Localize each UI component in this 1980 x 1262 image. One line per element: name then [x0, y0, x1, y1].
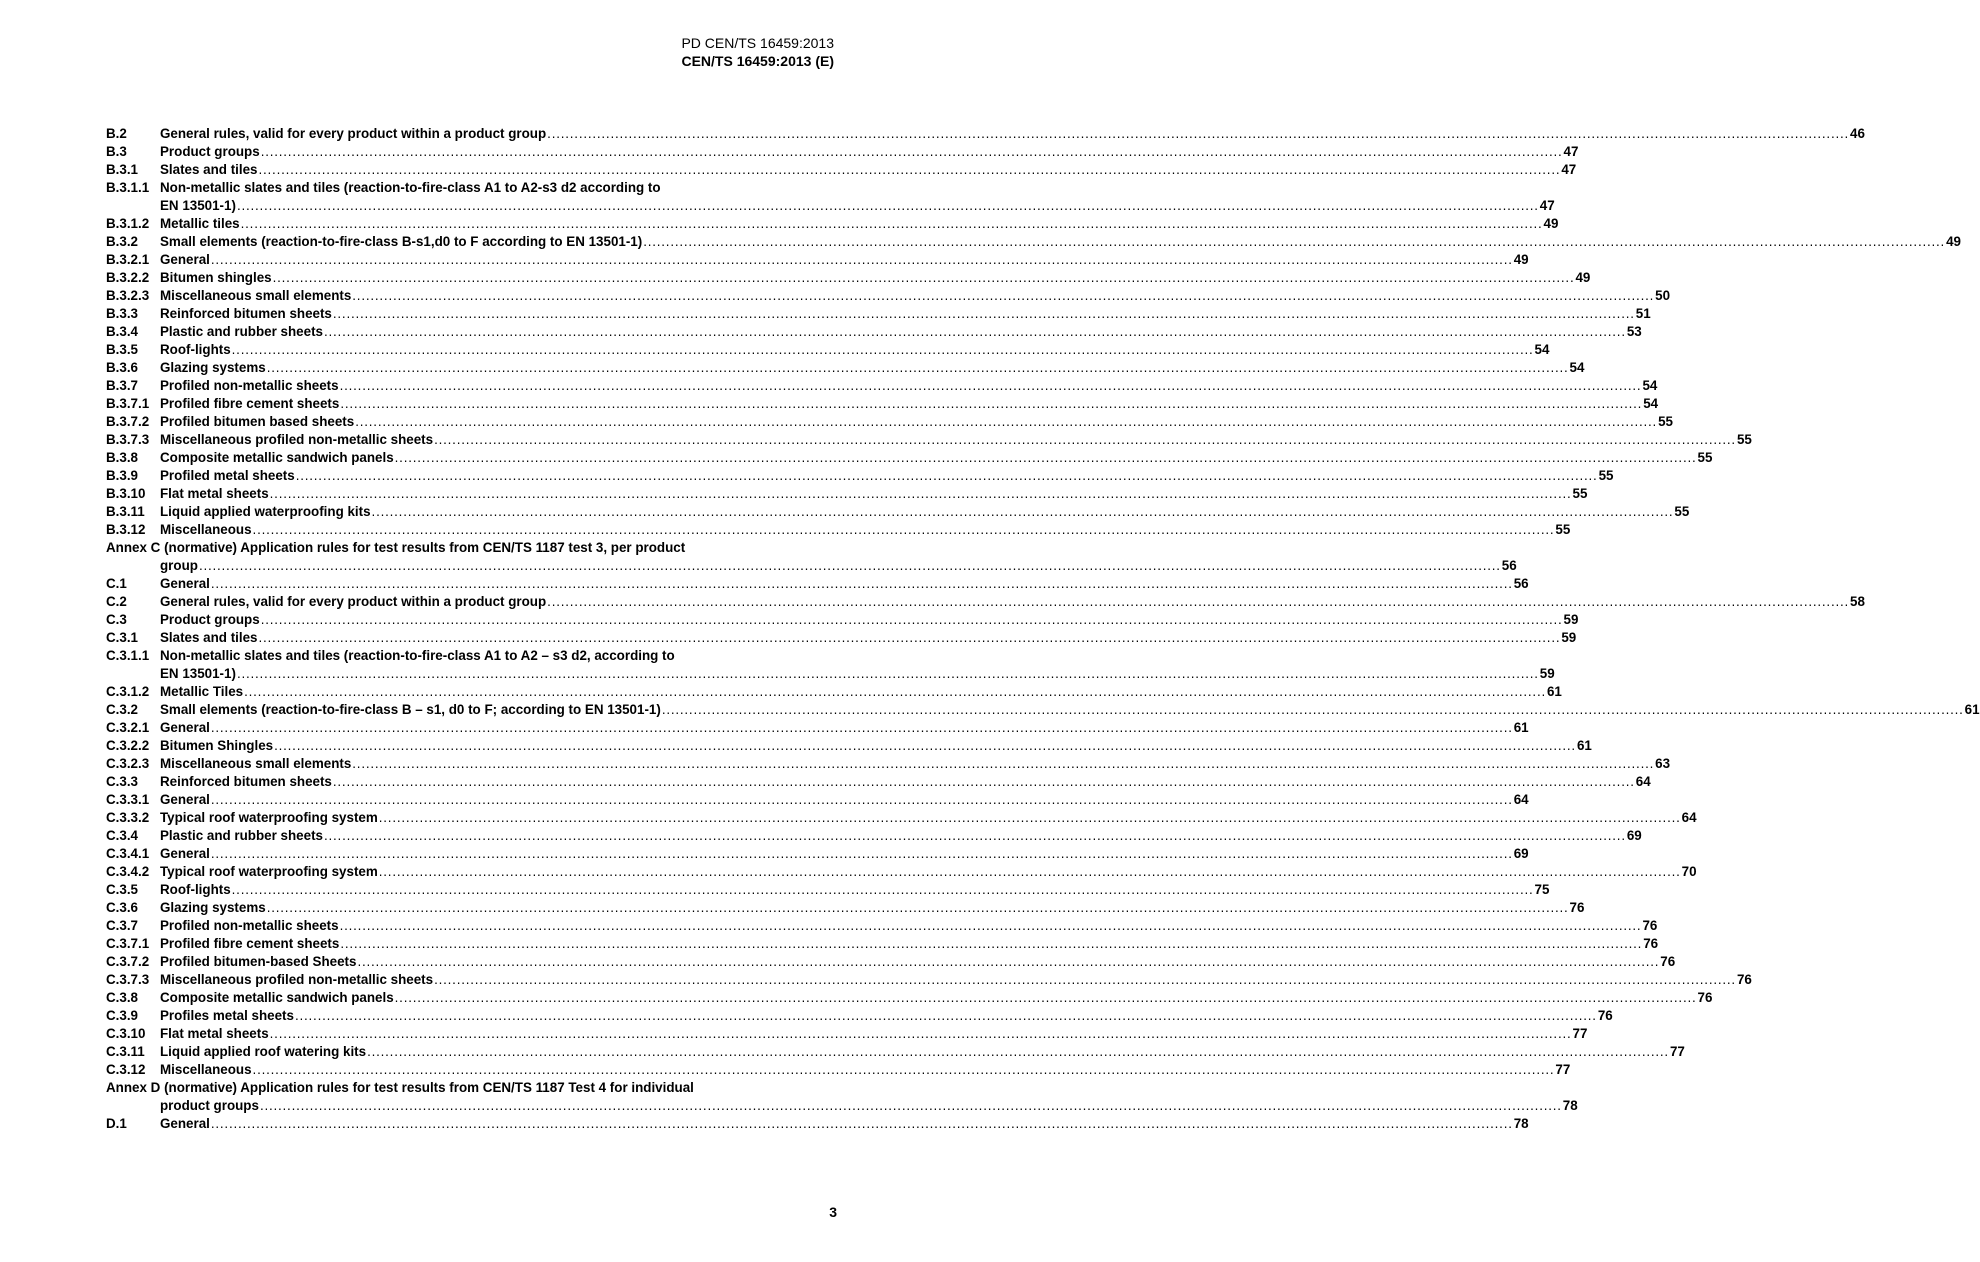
toc-entry-title: Small elements (reaction-to-fire-class B-s1,d0 to F according to EN 13501-1) [160, 234, 643, 249]
toc-entry-title: group [160, 558, 198, 573]
toc-entry-title: Typical roof waterproofing system [160, 810, 378, 825]
toc-entry-number: B.3.3 [106, 306, 139, 321]
toc-entry-page: 78 [1513, 1116, 1529, 1131]
toc-dot-leader [260, 1097, 1562, 1115]
toc-entry-title: General [160, 576, 210, 591]
toc-entry-number: B.3.10 [106, 486, 146, 501]
toc-dot-leader [296, 467, 1598, 485]
toc-entry [106, 161, 1577, 179]
toc-entry-page: 61 [1546, 684, 1562, 699]
toc-entry-page: 49 [1575, 270, 1591, 285]
toc-entry [106, 593, 1865, 611]
toc-dot-leader [232, 881, 1534, 899]
toc-entry [106, 1025, 1588, 1043]
toc-entry-page: 55 [1736, 432, 1752, 447]
toc-dot-leader [355, 413, 1657, 431]
toc-entry [106, 1061, 1571, 1079]
toc-entry [106, 989, 1713, 1007]
toc-entry [106, 179, 838, 197]
toc-dot-leader [340, 395, 1642, 413]
toc-entry-number: C.3.1.1 [106, 648, 150, 663]
toc-entry-number: C.3.8 [106, 990, 139, 1005]
toc-entry-page: 47 [1563, 144, 1579, 159]
toc-entry-title: Composite metallic sandwich panels [160, 450, 394, 465]
toc-dot-leader [333, 305, 1635, 323]
toc-dot-leader [643, 233, 1945, 251]
toc-entry [106, 809, 1697, 827]
toc-entry-page: 76 [1736, 972, 1752, 987]
toc-entry-title: Metallic Tiles [160, 684, 244, 699]
toc-dot-leader [340, 377, 1642, 395]
toc-entry [106, 1079, 838, 1097]
toc-entry-number: C.3.2 [106, 702, 139, 717]
toc-entry [106, 143, 1579, 161]
toc-entry-title: Profiled bitumen based sheets [160, 414, 355, 429]
toc-entry-page: 59 [1561, 630, 1577, 645]
toc-entry [106, 917, 1658, 935]
toc-dot-leader [211, 845, 1513, 863]
toc-dot-leader [274, 737, 1576, 755]
toc-entry-number: B.3.1.2 [106, 216, 150, 231]
toc-entry-title: Flat metal sheets [160, 486, 269, 501]
toc-entry-title: Profiles metal sheets [160, 1008, 294, 1023]
toc-entry-number: C.3.3.2 [106, 810, 150, 825]
toc-entry-title: Profiled non-metallic sheets [160, 378, 339, 393]
toc-entry-page: 51 [1635, 306, 1651, 321]
toc-entry-title: Slates and tiles [160, 162, 258, 177]
toc-entry [106, 701, 1980, 719]
toc-entry [106, 125, 1865, 143]
toc-entry-title: Plastic and rubber sheets [160, 828, 323, 843]
page-header [681, 34, 834, 70]
toc-entry-page: 55 [1674, 504, 1690, 519]
toc-entry-number: C.3 [106, 612, 127, 627]
toc-entry-page: 78 [1562, 1098, 1578, 1113]
toc-entry-number: B.3.1 [106, 162, 139, 177]
toc-entry-page: 64 [1635, 774, 1651, 789]
toc-entry-title: Roof-lights [160, 342, 231, 357]
toc-entry-title: Miscellaneous small elements [160, 756, 352, 771]
toc-entry-number: B.2 [106, 126, 127, 141]
toc-entry-continuation [106, 557, 1517, 575]
toc-entry-number: B.3.2 [106, 234, 139, 249]
toc-entry-title: Small elements (reaction-to-fire-class B – s1, d0 to F; according to EN 13501-1) [160, 702, 661, 717]
toc-entry-title: Typical roof waterproofing system [160, 864, 378, 879]
toc-entry-page: 49 [1946, 234, 1961, 249]
toc-dot-leader [379, 863, 1681, 881]
toc-entry-page: 49 [1513, 252, 1529, 267]
toc-dot-leader [324, 323, 1626, 341]
toc-entry-page: 53 [1626, 324, 1642, 339]
toc-entry-number: C.3.3.1 [106, 792, 150, 807]
toc-dot-leader [211, 791, 1513, 809]
toc-entry [106, 467, 1614, 485]
toc-entry-number: C.3.2.1 [106, 720, 150, 735]
toc-dot-leader [662, 701, 1964, 719]
toc-entry-page: 55 [1555, 522, 1571, 537]
standard-id: CEN/TS 16459:2013 (E) [681, 53, 834, 69]
toc-entry-title: Liquid applied waterproofing kits [160, 504, 371, 519]
toc-entry [106, 629, 1577, 647]
toc-dot-leader [324, 827, 1626, 845]
toc-entry-title: General rules, valid for every product within a product group [160, 126, 547, 141]
toc-dot-leader [211, 251, 1513, 269]
toc-entry-page: 55 [1697, 450, 1713, 465]
toc-entry-number: B.3.9 [106, 468, 139, 483]
toc-entry-number: C.3.7 [106, 918, 139, 933]
toc-entry-continuation [106, 665, 1555, 683]
toc-entry [106, 485, 1588, 503]
toc-entry-page: 58 [1850, 594, 1865, 609]
toc-entry-page: 54 [1643, 396, 1659, 411]
toc-entry-title: Bitumen Shingles [160, 738, 274, 753]
toc-entry-title: Roof-lights [160, 882, 231, 897]
toc-entry-title: Profiled fibre cement sheets [160, 936, 340, 951]
toc-entry [106, 791, 1529, 809]
toc-entry-page: 76 [1643, 936, 1659, 951]
toc-entry-title: product groups [160, 1098, 259, 1113]
toc-entry [106, 971, 1752, 989]
toc-dot-leader [244, 683, 1546, 701]
toc-dot-leader [547, 593, 1849, 611]
toc-entry-page: 76 [1697, 990, 1713, 1005]
toc-dot-leader [199, 557, 1501, 575]
toc-dot-leader [270, 1025, 1572, 1043]
toc-entry-title: Reinforced bitumen sheets [160, 306, 332, 321]
toc-entry-number: B.3.2.1 [106, 252, 150, 267]
toc-entry-number: C.3.1 [106, 630, 139, 645]
toc-entry [106, 503, 1690, 521]
toc-entry [106, 1115, 1529, 1133]
toc-entry-number: C.3.11 [106, 1044, 145, 1059]
toc-entry [106, 647, 838, 665]
toc-entry-page: 54 [1534, 342, 1550, 357]
toc-entry [106, 755, 1671, 773]
toc-entry-number: B.3.5 [106, 342, 139, 357]
toc-entry-title: Slates and tiles [160, 630, 258, 645]
toc-entry [106, 827, 1642, 845]
toc-entry-title: Product groups [160, 612, 260, 627]
toc-entry-number: B.3.7.1 [106, 396, 150, 411]
toc-entry [106, 719, 1529, 737]
toc-entry-title: Bitumen shingles [160, 270, 272, 285]
toc-dot-leader [211, 719, 1513, 737]
toc-entry-page: 61 [1964, 702, 1980, 717]
toc-entry [106, 431, 1752, 449]
toc-dot-leader [352, 287, 1654, 305]
toc-dot-leader [395, 989, 1697, 1007]
toc-dot-leader [211, 575, 1513, 593]
toc-dot-leader [295, 1007, 1597, 1025]
toc-entry [106, 521, 1571, 539]
toc-entry [106, 395, 1659, 413]
toc-entry-number: B.3 [106, 144, 127, 159]
toc-dot-leader [372, 503, 1674, 521]
toc-entry-title: Composite metallic sandwich panels [160, 990, 394, 1005]
toc-entry-number: C.3.10 [106, 1026, 146, 1041]
toc-entry [106, 413, 1673, 431]
toc-entry [106, 953, 1676, 971]
toc-entry-number: B.3.2.3 [106, 288, 150, 303]
toc-entry-page: 76 [1642, 918, 1658, 933]
toc-entry-number: B.3.7.3 [106, 432, 150, 447]
toc-entry-title: Flat metal sheets [160, 1026, 269, 1041]
toc-entry-number: B.3.7.2 [106, 414, 150, 429]
toc-entry-title: General rules, valid for every product within a product group [160, 594, 547, 609]
toc-annex-heading [106, 539, 685, 557]
toc-entry-number: C.3.2.2 [106, 738, 150, 753]
toc-entry-page: 54 [1642, 378, 1658, 393]
toc-entry [106, 269, 1591, 287]
toc-entry-title: Plastic and rubber sheets [160, 324, 323, 339]
toc-entry-title: Profiled fibre cement sheets [160, 396, 340, 411]
toc-entry-page: 70 [1681, 864, 1697, 879]
toc-entry-number: B.3.6 [106, 360, 139, 375]
toc-entry-title: Miscellaneous profiled non-metallic sheets [160, 972, 434, 987]
toc-entry-page: 47 [1539, 198, 1555, 213]
toc-entry [106, 1007, 1613, 1025]
document-id: PD CEN/TS 16459:2013 [681, 35, 834, 51]
toc-annex-label: Annex D [106, 1080, 161, 1095]
toc-dot-leader [259, 629, 1561, 647]
table-of-contents [106, 125, 1980, 1133]
toc-entry-page: 76 [1660, 954, 1676, 969]
toc-dot-leader [379, 809, 1681, 827]
toc-entry-page: 77 [1572, 1026, 1588, 1041]
toc-entry-title: Liquid applied roof watering kits [160, 1044, 367, 1059]
toc-entry-number: B.3.12 [106, 522, 146, 537]
toc-entry-page: 59 [1563, 612, 1579, 627]
page-number: 3 [829, 1204, 837, 1220]
toc-entry-page: 61 [1513, 720, 1529, 735]
toc-annex-normative: (normative) [164, 1080, 237, 1095]
toc-dot-leader [237, 197, 1539, 215]
toc-dot-leader [434, 971, 1736, 989]
toc-entry-page: 75 [1534, 882, 1550, 897]
toc-dot-leader [270, 485, 1572, 503]
toc-entry [106, 539, 838, 557]
toc-entry-page: 55 [1598, 468, 1614, 483]
toc-entry-number: C.3.9 [106, 1008, 139, 1023]
toc-entry [106, 773, 1651, 791]
toc-entry [106, 305, 1651, 323]
toc-entry-number: B.3.1.1 [106, 180, 150, 195]
toc-dot-leader [253, 1061, 1555, 1079]
toc-entry [106, 377, 1658, 395]
toc-dot-leader [367, 1043, 1669, 1061]
toc-entry-number: B.3.11 [106, 504, 145, 519]
toc-entry [106, 575, 1529, 593]
toc-entry-title: Profiled non-metallic sheets [160, 918, 339, 933]
toc-entry-page: 77 [1555, 1062, 1571, 1077]
toc-entry-page: 69 [1626, 828, 1642, 843]
toc-entry-number: C.3.3 [106, 774, 139, 789]
toc-entry-page: 55 [1658, 414, 1673, 429]
toc-annex-heading [106, 1079, 694, 1097]
toc-entry-number: C.3.7.3 [106, 972, 150, 987]
toc-dot-leader [253, 521, 1555, 539]
toc-entry-number: B.3.8 [106, 450, 139, 465]
toc-entry-title: Product groups [160, 144, 260, 159]
toc-entry-page: 76 [1569, 900, 1585, 915]
toc-entry [106, 215, 1559, 233]
toc-entry-number: C.3.7.2 [106, 954, 150, 969]
toc-entry-title: Application rules for test results from CEN/TS 1187 Test 4 for individual [240, 1080, 694, 1095]
toc-dot-leader [395, 449, 1697, 467]
toc-entry-number: C.3.4.2 [106, 864, 150, 879]
toc-entry [106, 341, 1550, 359]
toc-entry-page: 76 [1597, 1008, 1613, 1023]
toc-entry-page: 64 [1681, 810, 1697, 825]
toc-entry-number: C.3.1.2 [106, 684, 150, 699]
toc-entry-page: 77 [1669, 1044, 1685, 1059]
toc-entry-page: 63 [1655, 756, 1671, 771]
toc-dot-leader [352, 755, 1654, 773]
toc-entry-number: D.1 [106, 1116, 127, 1131]
toc-entry [106, 845, 1529, 863]
toc-dot-leader [241, 215, 1543, 233]
toc-entry-number: B.3.4 [106, 324, 139, 339]
toc-entry [106, 737, 1592, 755]
toc-entry-number: B.3.7 [106, 378, 139, 393]
toc-entry-number: C.3.5 [106, 882, 139, 897]
toc-dot-leader [237, 665, 1539, 683]
toc-entry-title: Miscellaneous [160, 522, 252, 537]
toc-entry [106, 935, 1659, 953]
toc-entry-number: B.3.2.2 [106, 270, 150, 285]
toc-entry-page: 46 [1850, 126, 1865, 141]
toc-entry [106, 251, 1529, 269]
toc-entry-page: 64 [1513, 792, 1529, 807]
toc-dot-leader [261, 143, 1563, 161]
toc-entry-title: Miscellaneous profiled non-metallic sheets [160, 432, 434, 447]
toc-entry-number: C.3.7.1 [106, 936, 150, 951]
toc-dot-leader [273, 269, 1575, 287]
toc-entry-title: Miscellaneous [160, 1062, 252, 1077]
toc-annex-label: Annex C [106, 540, 161, 555]
toc-entry-title: General [160, 1116, 210, 1131]
toc-entry-title: EN 13501-1) [160, 198, 236, 213]
toc-entry [106, 863, 1697, 881]
toc-entry-page: 56 [1501, 558, 1517, 573]
toc-entry [106, 233, 1961, 251]
toc-entry-page: 56 [1513, 576, 1529, 591]
toc-dot-leader [211, 1115, 1513, 1133]
toc-dot-leader [333, 773, 1635, 791]
toc-entry [106, 899, 1585, 917]
toc-entry-title: Reinforced bitumen sheets [160, 774, 332, 789]
toc-dot-leader [357, 953, 1659, 971]
toc-entry-title: Profiled metal sheets [160, 468, 295, 483]
toc-entry-title: Non-metallic slates and tiles (reaction-to-fire-class A1 to A2-s3 d2 according to [160, 180, 661, 195]
toc-entry [106, 359, 1585, 377]
toc-entry-title: Miscellaneous small elements [160, 288, 352, 303]
toc-entry-number: C.2 [106, 594, 127, 609]
toc-entry-number: C.1 [106, 576, 127, 591]
toc-entry-continuation [106, 197, 1555, 215]
toc-entry-title: Non-metallic slates and tiles (reaction-to-fire-class A1 to A2 – s3 d2, according to [160, 648, 675, 663]
toc-entry-title: Glazing systems [160, 360, 266, 375]
toc-entry-number: C.3.4 [106, 828, 139, 843]
toc-entry [106, 881, 1550, 899]
toc-entry-title: General [160, 720, 210, 735]
toc-entry-page: 69 [1513, 846, 1529, 861]
toc-entry-page: 59 [1539, 666, 1555, 681]
toc-annex-normative: (normative) [164, 540, 237, 555]
toc-dot-leader [267, 359, 1569, 377]
toc-entry-page: 47 [1561, 162, 1577, 177]
toc-entry-page: 54 [1569, 360, 1585, 375]
toc-entry [106, 449, 1713, 467]
toc-entry-title: EN 13501-1) [160, 666, 236, 681]
toc-entry [106, 611, 1579, 629]
toc-entry [106, 683, 1562, 701]
toc-entry-title: Application rules for test results from CEN/TS 1187 test 3, per product [240, 540, 686, 555]
toc-entry-number: C.3.6 [106, 900, 139, 915]
toc-entry-number: C.3.12 [106, 1062, 146, 1077]
toc-entry [106, 323, 1642, 341]
toc-entry-title: General [160, 846, 210, 861]
toc-entry-title: Glazing systems [160, 900, 266, 915]
toc-dot-leader [340, 917, 1642, 935]
toc-entry [106, 287, 1671, 305]
toc-dot-leader [267, 899, 1569, 917]
toc-dot-leader [547, 125, 1849, 143]
toc-entry-page: 49 [1543, 216, 1559, 231]
toc-dot-leader [340, 935, 1642, 953]
toc-entry-title: Metallic tiles [160, 216, 240, 231]
toc-entry-page: 50 [1655, 288, 1671, 303]
toc-entry-continuation [106, 1097, 1578, 1115]
toc-dot-leader [232, 341, 1534, 359]
toc-entry-title: General [160, 252, 210, 267]
toc-entry [106, 1043, 1685, 1061]
toc-entry-page: 55 [1572, 486, 1588, 501]
toc-entry-title: General [160, 792, 210, 807]
toc-entry-title: Profiled bitumen-based Sheets [160, 954, 357, 969]
toc-dot-leader [261, 611, 1563, 629]
toc-dot-leader [434, 431, 1736, 449]
toc-dot-leader [259, 161, 1561, 179]
toc-entry-number: C.3.4.1 [106, 846, 150, 861]
toc-entry-number: C.3.2.3 [106, 756, 150, 771]
toc-entry-page: 61 [1576, 738, 1592, 753]
